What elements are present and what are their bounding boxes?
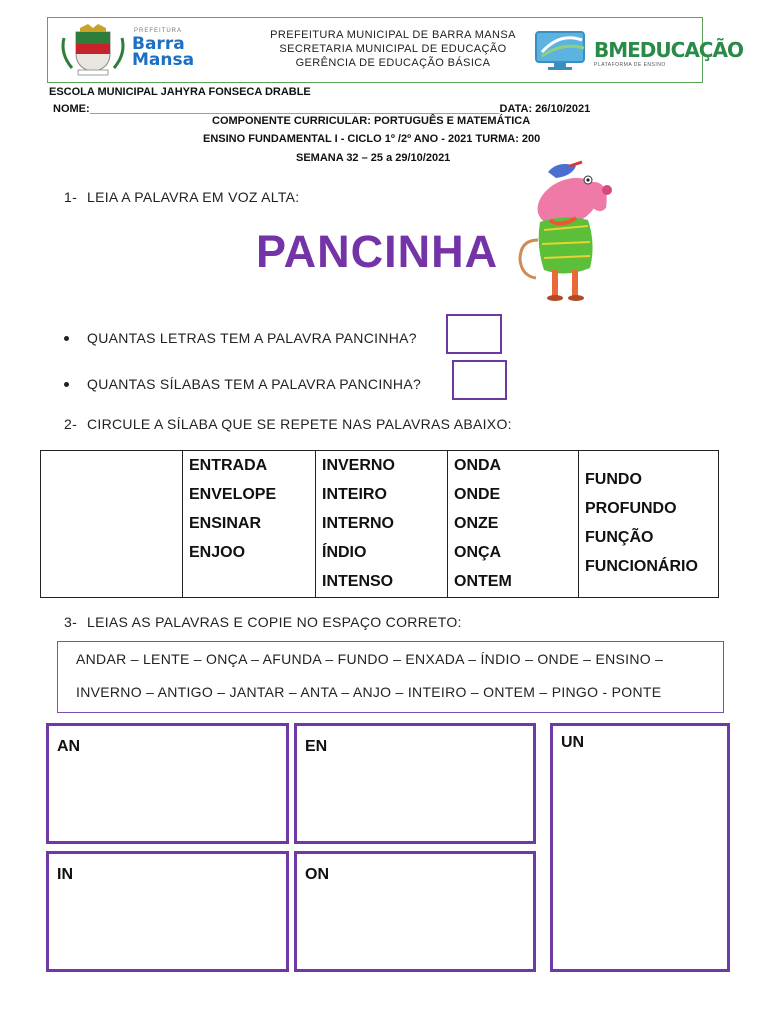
city-name bbox=[132, 36, 194, 68]
coat-of-arms-icon bbox=[58, 24, 128, 76]
bm-educacao-logo bbox=[532, 26, 743, 74]
grade-line: ENSINO FUNDAMENTAL I - CICLO 1º /2º ANO - 2021 TURMA: 200 bbox=[203, 133, 541, 145]
city-name-line1: Barra bbox=[132, 34, 185, 54]
answer-box-label: AN bbox=[57, 738, 81, 755]
table-word[interactable]: FUNÇÃO bbox=[585, 529, 654, 546]
syllables-answer-box[interactable] bbox=[452, 360, 507, 400]
header-banner bbox=[47, 17, 743, 83]
table-word[interactable]: INTERNO bbox=[322, 515, 394, 532]
answer-box-un[interactable] bbox=[550, 723, 730, 972]
component-line: COMPONENTE CURRICULAR: PORTUGUÊS E MATEMÁTICA bbox=[212, 115, 531, 127]
bm-subtitle: PLATAFORMA DE ENSINO bbox=[594, 62, 666, 68]
table-word[interactable]: FUNCIONÁRIO bbox=[585, 558, 698, 575]
bullet-dot bbox=[64, 336, 69, 341]
syllable-table bbox=[40, 450, 719, 598]
table-word[interactable]: ÍNDIO bbox=[322, 544, 367, 561]
table-word[interactable]: INVERNO bbox=[322, 457, 395, 474]
city-name-line2: Mansa bbox=[132, 50, 195, 70]
header-line: PREFEITURA MUNICIPAL DE BARRA MANSA bbox=[270, 29, 516, 41]
question-2-number: 2- bbox=[64, 416, 78, 432]
letters-question: QUANTAS LETRAS TEM A PALAVRA PANCINHA? bbox=[87, 330, 417, 346]
question-3-number: 3- bbox=[64, 614, 78, 630]
syllables-question: QUANTAS SÍLABAS TEM A PALAVRA PANCINHA? bbox=[87, 376, 422, 392]
word-list-box bbox=[57, 641, 724, 713]
table-column-en bbox=[183, 451, 316, 597]
question-1-number: 1- bbox=[64, 189, 78, 205]
bm-educacao-text: BMEDUCAÇÃO bbox=[594, 38, 743, 62]
table-word[interactable]: ONDA bbox=[454, 457, 502, 474]
table-empty-cell bbox=[41, 451, 183, 597]
table-word[interactable]: ENVELOPE bbox=[189, 486, 277, 503]
table-word[interactable]: ENSINAR bbox=[189, 515, 262, 532]
table-column-on bbox=[448, 451, 579, 597]
table-word[interactable]: ENJOO bbox=[189, 544, 246, 561]
pink-mouse-illustration bbox=[510, 160, 620, 310]
bullet-dot bbox=[64, 382, 69, 387]
table-word[interactable]: INTEIRO bbox=[322, 486, 387, 503]
school-name: ESCOLA MUNICIPAL JAHYRA FONSECA DRABLE bbox=[49, 86, 311, 98]
answer-box-label: ON bbox=[305, 866, 329, 883]
answer-box-in[interactable] bbox=[46, 851, 289, 972]
table-word[interactable]: ONTEM bbox=[454, 573, 512, 590]
prefeitura-label: PREFEITURA bbox=[134, 28, 183, 34]
week-line: SEMANA 32 – 25 a 29/10/2021 bbox=[296, 152, 451, 164]
table-column-un bbox=[579, 451, 718, 597]
answer-box-label: IN bbox=[57, 866, 73, 883]
header-line: GERÊNCIA DE EDUCAÇÃO BÁSICA bbox=[295, 57, 491, 69]
answer-box-on[interactable] bbox=[294, 851, 536, 972]
prefeitura-logo bbox=[58, 24, 206, 76]
header-titles bbox=[228, 28, 558, 70]
header-line: SECRETARIA MUNICIPAL DE EDUCAÇÃO bbox=[279, 43, 507, 55]
target-word: PANCINHA bbox=[256, 226, 499, 277]
answer-box-label: EN bbox=[305, 738, 328, 755]
letters-answer-box[interactable] bbox=[446, 314, 502, 354]
table-word[interactable]: ONZE bbox=[454, 515, 499, 532]
question-2-text: CIRCULE A SÍLABA QUE SE REPETE NAS PALAVRAS ABAIXO: bbox=[87, 416, 512, 432]
answer-box-en[interactable] bbox=[294, 723, 536, 844]
answer-box-label: UN bbox=[561, 734, 585, 751]
name-date-line: NOME:___________________________________________________________________DATA: 26/10/2021 bbox=[53, 103, 591, 115]
word-list-line: ANDAR – LENTE – ONÇA – AFUNDA – FUNDO – ENXADA – ÍNDIO – ONDE – ENSINO – bbox=[76, 651, 664, 667]
table-word[interactable]: INTENSO bbox=[322, 573, 394, 590]
question-1-text: LEIA A PALAVRA EM VOZ ALTA: bbox=[87, 189, 300, 205]
table-word[interactable]: PROFUNDO bbox=[585, 500, 677, 517]
table-word[interactable]: ENTRADA bbox=[189, 457, 268, 474]
table-column-in bbox=[316, 451, 448, 597]
monitor-icon bbox=[532, 26, 592, 72]
table-word[interactable]: ONDE bbox=[454, 486, 501, 503]
answer-box-an[interactable] bbox=[46, 723, 289, 844]
table-word[interactable]: ONÇA bbox=[454, 544, 502, 561]
mouse-character-icon bbox=[510, 160, 620, 310]
word-list-line: INVERNO – ANTIGO – JANTAR – ANTA – ANJO – INTEIRO – ONTEM – PINGO - PONTE bbox=[76, 684, 662, 700]
table-word[interactable]: FUNDO bbox=[585, 471, 642, 488]
question-3-text: LEIAS AS PALAVRAS E COPIE NO ESPAÇO CORRETO: bbox=[87, 614, 462, 630]
